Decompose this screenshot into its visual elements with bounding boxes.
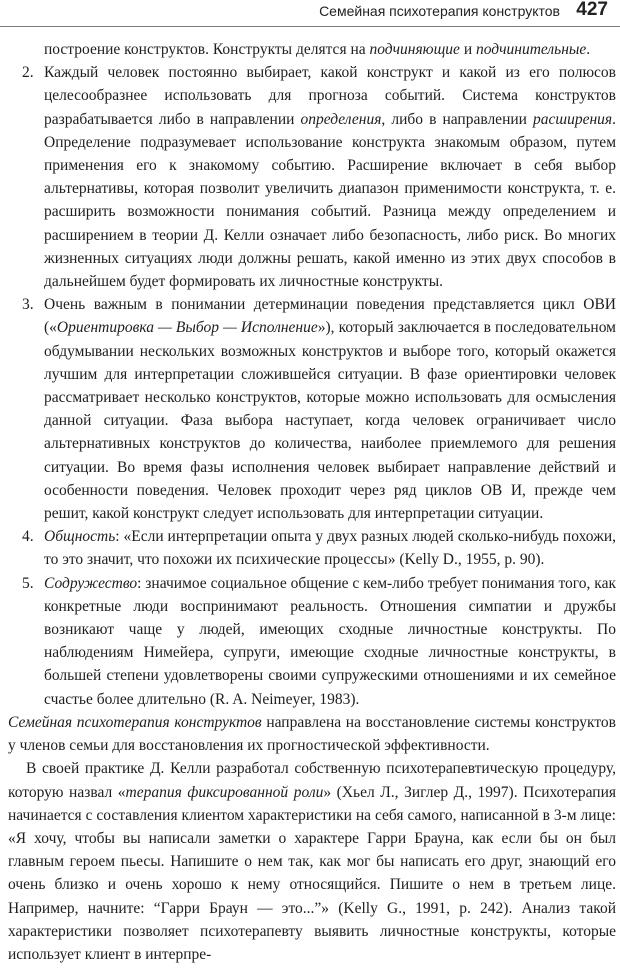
paragraph: В своей практике Д. Келли разработал собственную психотерапевтическую процедуру, которую назвал «терапия фиксированной роли» (Хьел Л., Зиглер Д., 1997). Психотерапия начинается с составления клиентом характеристики на себя самого, написанной в 3-м лице: «Я хочу, чтобы вы написали заметки о характере Гарри Брауна, как если бы он был главным героем пьесы. Напишите о нем так, как мог бы написать его друг, знающий его очень близко и очень хорошо к нему относящийся. Пишите о нем в третьем лице. Например, начните: “Гарри Браун — это...”» (Kelly G., 1991, p. 242). Анализ такой характеристики позволяет психотерапевту выявить личностные конструкты, которые использует клиент в интерпре- [8,760,617,963]
italic-run: расширения [533,110,613,128]
list-item [8,293,616,525]
list-item [8,572,616,711]
list-item [8,61,616,293]
list-item-number: 2. [22,64,34,82]
list-item-text: Каждый человек постоянно выбирает, какой конструкт и какой из его полюсов целесообразнее использовать для прогноза событий. Система конструктов разрабатывается либо в направлении определения, либо в направлении расширения. Определение подразумевает использование конструкта знакомым образом, путем применения его к знакомому событию. Расширение включает в себя выбор альтернативы, которая позволит увеличить диапазон применимости конструкта, т. е. расширить возможности понимания событий. Разница между определением и расширением в теории Д. Келли означает либо безопасность, либо риск. Во многих жизненных ситуациях люди должны решать, какой именно из этих двух способов в дальнейшем будет формировать их личностные конструкты. [44,64,616,291]
list-item [8,525,616,571]
running-header [0,0,620,30]
page-body [8,38,616,966]
paragraph-continued: построение конструктов. Конструкты делятся на подчиняющие и подчинительные. [44,41,591,58]
list-item-number: 3. [22,296,34,314]
header-title: Семейная психотерапия конструктов [319,3,560,19]
header-rule [0,26,620,27]
italic-run: Содружество [44,574,138,592]
italic-run: Семейная психотерапия конструктов [8,713,262,731]
list-item-text: Общность: «Если интерпретации опыта у двух разных людей сколько-нибудь похожи, то это значит, что похожи их психические процессы» (Kelly D., 1955, p. 90). [44,528,616,569]
page-number: 427 [576,0,608,20]
list-item-text: Очень важным в понимании детерминации поведения представляется цикл ОВИ («Ориентировка — Выбор — Исполнение»), который заключается в последовательном обдумывании нескольких возможных конструктов и выборе того, который окажется лучшим для интерпретации сложившейся ситуации. В фазе ориентировки человек рассматривает несколько конструктов, которые можно использовать для осмысления данной ситуации. Фаза выбора наступает, когда человек ограничивает число альтернативных конструктов до количества, наиболее приемлемого для решения ситуации. Во время фазы исполнения человек выбирает направление действий и особенности поведения. Человек проходит через ряд циклов ОВ И, прежде чем решит, какой конструкт следует использовать для интерпретации ситуации. [44,296,616,523]
italic-run: терапия фиксированной роли [125,783,324,801]
italic-run: подчинительные [475,41,587,58]
italic-run: определения [300,110,382,128]
paragraph: Семейная психотерапия конструктов направлена на восстановление системы конструктов у членов семьи для восстановления их прогностической эффективности. [8,713,616,755]
italic-run: Общность [44,528,116,546]
italic-run: подчиняющие [369,41,460,58]
italic-run: Ориентировка — Выбор — Исполнение [56,319,318,337]
list-item-text: Содружество: значимое социальное общение с кем-либо требует понимания того, как конкретные люди воспринимают реальность. Отношения симпатии и дружбы возникают чаще у людей, имеющих сходные личностные конструкты. По наблюдениям Нимейера, супруги, имеющие сходные личностные конструкты, в большей степени удовлетворены своими супружескими отношениями и их семейное счастье более длительно (R. A. Neimeyer, 1983). [44,574,616,708]
list-item-number: 5. [22,574,34,592]
list-item-number: 4. [22,528,34,546]
